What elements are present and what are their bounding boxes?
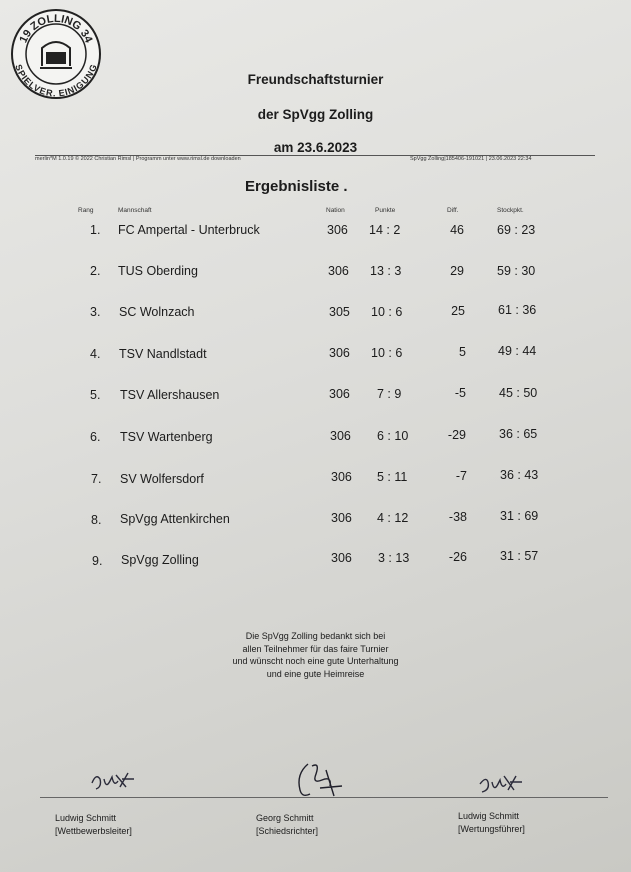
points-cell: 7 : 9 xyxy=(377,387,402,401)
signature-line xyxy=(40,797,608,798)
col-nation-header: Nation xyxy=(326,207,345,214)
nation-cell: 306 xyxy=(329,387,350,401)
event-date: am 23.6.2023 xyxy=(273,140,358,155)
signatory-1 xyxy=(55,812,132,837)
results-heading: Ergebnisliste . xyxy=(245,178,348,195)
signatory-name: Georg Schmitt xyxy=(256,813,314,823)
team-cell: SV Wolfersdorf xyxy=(120,472,204,486)
signature-2 xyxy=(290,760,350,802)
event-title: Freundschaftsturnier xyxy=(247,72,384,87)
rank-cell: 6. xyxy=(90,430,101,444)
points-cell: 5 : 11 xyxy=(377,470,408,484)
nation-cell: 306 xyxy=(330,429,351,443)
message-line: Die SpVgg Zolling bedankt sich bei xyxy=(245,631,386,641)
closing-message xyxy=(0,630,631,680)
diff-cell: -7 xyxy=(455,469,467,483)
col-stock-header: Stockpkt. xyxy=(497,207,524,214)
points-cell: 10 : 6 xyxy=(371,305,403,319)
points-cell: 3 : 13 xyxy=(378,551,410,565)
stock-cell: 36 : 65 xyxy=(499,427,538,441)
nation-cell: 306 xyxy=(329,346,350,360)
stock-cell: 36 : 43 xyxy=(500,468,539,482)
stock-cell: 31 : 57 xyxy=(500,549,539,563)
message-line: und wünscht noch eine gute Unterhaltung xyxy=(232,656,399,666)
diff-cell: 25 xyxy=(451,304,465,318)
points-cell: 6 : 10 xyxy=(377,429,409,443)
signature-3 xyxy=(476,770,526,800)
col-points-header: Punkte xyxy=(375,207,396,214)
stock-cell: 61 : 36 xyxy=(498,303,537,317)
signatory-role: [Wettbewerbsleiter] xyxy=(55,825,132,836)
team-cell: SpVgg Zolling xyxy=(121,553,199,567)
diff-cell: -38 xyxy=(448,510,467,524)
diff-cell: -29 xyxy=(447,428,466,442)
team-cell: TSV Nandlstadt xyxy=(119,347,207,361)
team-cell: TSV Wartenberg xyxy=(120,430,213,444)
nation-cell: 306 xyxy=(331,511,352,525)
signatory-name: Ludwig Schmitt xyxy=(458,811,520,821)
rank-cell: 7. xyxy=(91,472,102,486)
signatory-name: Ludwig Schmitt xyxy=(55,813,117,823)
signatory-role: [Schiedsrichter] xyxy=(256,825,319,836)
nation-cell: 306 xyxy=(327,223,348,237)
nation-cell: 306 xyxy=(328,264,349,278)
nation-cell: 306 xyxy=(331,551,352,565)
stock-cell: 69 : 23 xyxy=(497,223,536,237)
stock-cell: 59 : 30 xyxy=(497,264,536,278)
points-cell: 13 : 3 xyxy=(370,264,402,278)
software-info: merlin*M 1.0.19 © 2022 Christian Rimsl | Programm unter www.rimsl.de downloaden xyxy=(35,156,241,162)
team-cell: SC Wolnzach xyxy=(119,305,195,319)
signatory-3 xyxy=(458,810,525,835)
team-cell: FC Ampertal - Unterbruck xyxy=(118,223,260,237)
signatory-2 xyxy=(256,812,318,837)
nation-cell: 305 xyxy=(329,305,350,319)
team-cell: TSV Allershausen xyxy=(120,388,220,402)
svg-text:19 ZOLLING 34: 19 ZOLLING 34 xyxy=(17,12,95,45)
diff-cell: -26 xyxy=(448,550,467,564)
team-cell: TUS Oberding xyxy=(118,264,198,278)
message-line: und eine gute Heimreise xyxy=(266,668,365,679)
signature-1 xyxy=(88,765,138,795)
signatory-role: [Wertungsführer] xyxy=(458,823,525,834)
message-line: allen Teilnehmer für das faire Turnier xyxy=(242,643,389,654)
team-cell: SpVgg Attenkirchen xyxy=(120,512,230,526)
rank-cell: 9. xyxy=(92,554,103,568)
header-rule xyxy=(35,155,595,156)
points-cell: 14 : 2 xyxy=(369,223,401,237)
diff-cell: -5 xyxy=(454,386,466,400)
col-team-header: Mannschaft xyxy=(118,207,152,214)
event-host: der SpVgg Zolling xyxy=(257,107,374,122)
print-info: SpVgg Zolling|185406-191021 | 23.06.2023 22:34 xyxy=(410,156,532,162)
rank-cell: 2. xyxy=(90,264,101,278)
stock-cell: 31 : 69 xyxy=(500,509,539,523)
points-cell: 10 : 6 xyxy=(371,346,403,360)
rank-cell: 4. xyxy=(90,347,101,361)
col-rank-header: Rang xyxy=(78,207,94,214)
nation-cell: 306 xyxy=(331,470,352,484)
diff-cell: 5 xyxy=(459,345,466,359)
col-diff-header: Diff. xyxy=(447,207,459,214)
rank-cell: 5. xyxy=(90,388,101,402)
points-cell: 4 : 12 xyxy=(377,511,409,525)
diff-cell: 46 xyxy=(450,223,464,237)
stock-cell: 45 : 50 xyxy=(499,386,538,400)
svg-text:SPIELVER. EINIGUNG: SPIELVER. EINIGUNG xyxy=(13,63,99,99)
rank-cell: 1. xyxy=(90,223,101,237)
stock-cell: 49 : 44 xyxy=(498,344,537,358)
rank-cell: 3. xyxy=(90,305,101,319)
rank-cell: 8. xyxy=(91,513,102,527)
diff-cell: 29 xyxy=(450,264,464,278)
